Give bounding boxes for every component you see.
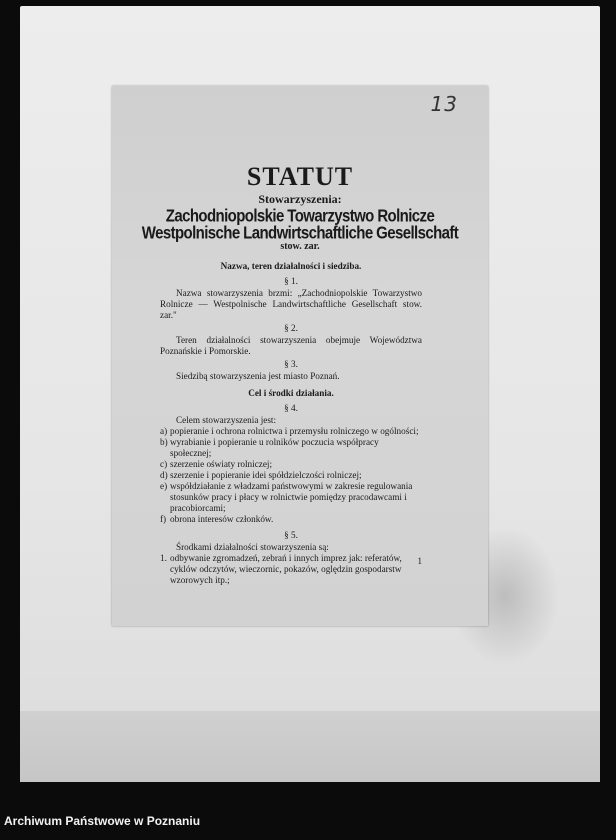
- section-heading-goals-means: Cel i środki działania.: [248, 388, 334, 398]
- list-item-letter: a): [160, 426, 168, 436]
- paragraph-5-list: [160, 553, 422, 586]
- statute-body: [160, 258, 422, 586]
- paragraph-5-mark: § 5.: [284, 530, 298, 540]
- paragraph-2-text: Teren działalności stowarzyszenia obejmuje Województwa Poznańskie i Pomorskie.: [160, 335, 422, 356]
- organization-name-german: Westpolnische Landwirtschaftliche Gesellschaft: [141, 223, 459, 244]
- archive-caption: Archiwum Państwowe w Poznaniu: [4, 814, 201, 828]
- list-item-letter: b): [160, 437, 168, 447]
- list-item: [160, 437, 422, 459]
- paragraph-3-mark: § 3.: [284, 359, 298, 369]
- list-item-text: obrona interesów członków.: [170, 514, 274, 524]
- list-item-text: popieranie i ochrona rolnictwa i przemysłu rolniczego w ogólności;: [170, 426, 419, 436]
- paragraph-5-intro: Środkami działalności stowarzyszenia są:: [176, 542, 329, 552]
- organization-name-polish: Zachodniopolskie Towarzystwo Rolnicze: [165, 206, 435, 227]
- document-page: [112, 86, 488, 626]
- paragraph-1-mark: § 1.: [284, 276, 298, 286]
- list-item-text: wyrabianie i popieranie u rolników poczucia współpracy społecznej;: [170, 437, 379, 458]
- list-item: [160, 514, 422, 525]
- list-item: [160, 553, 422, 586]
- list-item: [160, 426, 422, 437]
- section-heading-name-area-seat: Nazwa, teren działalności i siedziba.: [220, 261, 362, 271]
- list-item-text: odbywanie zgromadzeń, zebrań i innych imprez jak: referatów, cyklów odczytów, wieczornic, pokazów, oględzin gospodarstw wzorowych itp.;: [170, 553, 402, 585]
- list-item-letter: c): [160, 459, 168, 469]
- organization-suffix: stow. zar.: [280, 241, 320, 252]
- list-item-letter: f): [160, 514, 167, 524]
- document-title: STATUT: [246, 162, 354, 191]
- list-item: [160, 470, 422, 481]
- list-item: [160, 459, 422, 470]
- paragraph-1-text: Nazwa stowarzyszenia brzmi: „Zachodniopolskie Towarzystwo Rolnicze — Westpolnische Landwirtschaftliche Gesellschaft stow. zar.": [160, 288, 422, 320]
- document-subtitle: Stowarzyszenia:: [258, 192, 342, 206]
- paragraph-4-intro: Celem stowarzyszenia jest:: [176, 415, 277, 425]
- paragraph-4-mark: § 4.: [284, 403, 298, 413]
- list-item-letter: 1.: [160, 553, 167, 563]
- list-item-letter: d): [160, 470, 168, 480]
- handwritten-page-number: 13: [430, 92, 458, 116]
- list-item-text: szerzenie i popieranie idei spółdzielczości rolniczej;: [170, 470, 362, 480]
- list-item-letter: e): [160, 481, 168, 491]
- paragraph-2-mark: § 2.: [284, 323, 298, 333]
- paragraph-3-text: Siedzibą stowarzyszenia jest miasto Poznań.: [176, 371, 340, 381]
- list-item: [160, 481, 422, 514]
- printed-page-number: 1: [417, 556, 422, 566]
- list-item-text: szerzenie oświaty rolniczej;: [170, 459, 273, 469]
- paragraph-4-list: [160, 426, 422, 525]
- list-item-text: współdziałanie z władzami państwowymi w zakresie regulowania stosunków pracy i płacy w rolnictwie pomiędzy pracodawcami i pracobiorcami;: [170, 481, 413, 513]
